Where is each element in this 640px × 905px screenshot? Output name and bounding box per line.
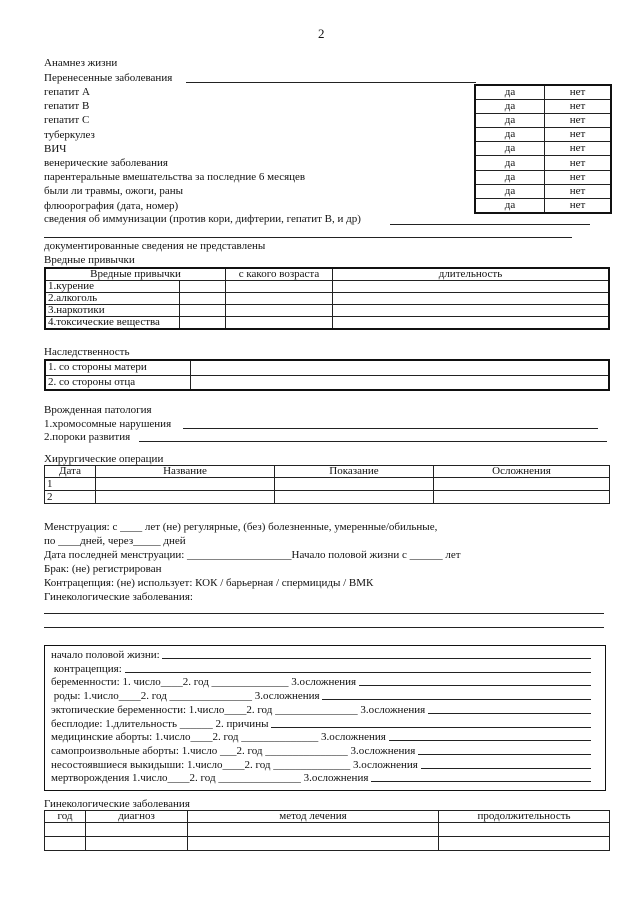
cell[interactable] (226, 305, 333, 317)
no-option[interactable]: нет (545, 113, 612, 127)
no-option[interactable]: нет (545, 142, 612, 156)
habits-table (44, 267, 610, 330)
obstetric-history-box (44, 645, 606, 791)
gyn-header: год (45, 811, 86, 823)
table-row (45, 317, 609, 330)
obstetric-label: медицинские аборты: 1.число____2. год ______________ 3.осложнения (51, 731, 389, 744)
yes-option[interactable]: да (475, 85, 545, 99)
malformations-line[interactable] (139, 441, 607, 442)
section-title-congenital: Врожденная патология (44, 404, 152, 416)
cell[interactable] (333, 293, 610, 305)
menstruation-line: Контрацепция: (не) использует: КОК / барьерная / спермициды / ВМК (44, 577, 374, 589)
yes-option[interactable]: да (475, 142, 545, 156)
obstetric-field[interactable] (51, 745, 591, 757)
cell[interactable] (180, 317, 226, 330)
chromosomal-line[interactable] (183, 428, 598, 429)
obstetric-label: контрацепция: (51, 662, 125, 675)
table-row (45, 823, 610, 837)
no-docs-label: документированные сведения не представлены (44, 240, 266, 252)
cell[interactable] (226, 281, 333, 293)
no-option[interactable]: нет (545, 99, 612, 113)
disease-label: туберкулез (44, 128, 95, 141)
cell[interactable] (333, 281, 610, 293)
menstruation-line: по ____дней, через_____ дней (44, 535, 186, 547)
menstruation-line: Дата последней менструации: ___________________Начало половой жизни с ______ лет (44, 549, 461, 561)
yes-option[interactable]: да (475, 99, 545, 113)
header-age: с какого возраста (226, 268, 333, 281)
no-option[interactable]: нет (545, 199, 612, 213)
surgery-table (44, 465, 610, 504)
cell[interactable] (226, 317, 333, 330)
surgery-header: Дата (45, 466, 96, 478)
obstetric-label: эктопические беременности: 1.число____2. год _______________ 3.осложнения (51, 703, 428, 716)
obstetric-field[interactable] (51, 731, 591, 743)
obstetric-label: начало половой жизни: (51, 649, 163, 661)
cell[interactable] (434, 491, 610, 504)
heredity-label: 1. со стороны матери (45, 360, 191, 375)
cell[interactable] (439, 823, 610, 837)
gyn-header: метод лечения (188, 811, 439, 823)
menstruation-line: Гинекологические заболевания: (44, 591, 193, 603)
section-title-anamnesis: Анамнез жизни (44, 57, 118, 69)
past-diseases-line[interactable] (186, 82, 476, 83)
section-title-habits: Вредные привычки (44, 254, 135, 266)
row-number: 2 (45, 491, 96, 504)
cell[interactable] (180, 305, 226, 317)
obstetric-label: самопроизвольные аборты: 1.число ___2. год _______________ 3.осложнения (51, 744, 419, 757)
header-duration: длительность (333, 268, 610, 281)
section-title-gyn: Гинекологические заболевания (44, 798, 190, 810)
disease-label: гепатит В (44, 100, 90, 113)
table-row (45, 375, 609, 390)
yes-option[interactable]: да (475, 199, 545, 213)
habit-label: 2.алкоголь (45, 293, 180, 305)
cell[interactable] (86, 837, 188, 851)
gyn-table (44, 810, 610, 851)
disease-label: ВИЧ (44, 142, 67, 155)
no-option[interactable]: нет (545, 128, 612, 142)
obstetric-field[interactable] (51, 690, 591, 702)
cell[interactable] (188, 823, 439, 837)
section-title-heredity: Наследственность (44, 346, 130, 358)
obstetric-field[interactable] (51, 704, 591, 716)
immunization-label: сведения об иммунизации (против кори, дифтерии, гепатит В, и др) (44, 213, 361, 225)
cell[interactable] (333, 317, 610, 330)
menstruation-line: Брак: (не) регистрирован (44, 563, 162, 575)
yes-option[interactable]: да (475, 113, 545, 127)
habit-label: 1.курение (45, 281, 180, 293)
congenital-item: 1.хромосомные нарушения (44, 418, 172, 430)
cell[interactable] (275, 478, 434, 491)
cell[interactable] (226, 293, 333, 305)
disease-label: венерические заболевания (44, 157, 168, 169)
section-title-surgery: Хирургические операции (44, 453, 164, 465)
table-row (45, 305, 609, 317)
disease-label: парентеральные вмешательства за последние 6 месяцев (44, 171, 306, 184)
disease-label: гепатит С (44, 114, 90, 127)
past-diseases-label: Перенесенные заболевания (44, 72, 173, 84)
disease-label: гепатит А (44, 86, 90, 98)
cell[interactable] (439, 837, 610, 851)
obstetric-field[interactable] (51, 718, 591, 730)
obstetric-field[interactable] (51, 676, 591, 688)
menstruation-line: Менструация: с ____ лет (не) регулярные, (без) болезненные, умеренные/обильные, (44, 521, 438, 533)
cell[interactable] (96, 478, 275, 491)
cell[interactable] (96, 491, 275, 504)
cell[interactable] (86, 823, 188, 837)
cell[interactable] (45, 823, 86, 837)
disease-label: флюорография (дата, номер) (44, 199, 179, 212)
obstetric-field[interactable] (51, 759, 591, 771)
congenital-item: 2.пороки развития (44, 431, 131, 443)
no-option[interactable]: нет (545, 85, 612, 99)
habit-label: 4.токсические вещества (45, 317, 180, 330)
gyn-header: продолжительность (439, 811, 610, 823)
cell[interactable] (188, 837, 439, 851)
obstetric-field[interactable] (51, 772, 591, 784)
obstetric-label: мертворождения 1.число____2. год _______________ 3.осложнения (51, 772, 372, 785)
heredity-table (44, 359, 610, 391)
table-row (45, 837, 610, 851)
table-row (45, 491, 610, 504)
no-option[interactable]: нет (545, 156, 612, 170)
immunization-line[interactable] (390, 224, 590, 225)
surgery-header: Показание (275, 466, 434, 478)
heredity-label: 2. со стороны отца (45, 375, 191, 390)
yes-option[interactable]: да (475, 128, 545, 142)
page-number: 2 (318, 26, 325, 41)
no-option[interactable]: нет (545, 184, 612, 198)
row-number: 1 (45, 478, 96, 491)
obstetric-field[interactable] (51, 649, 591, 661)
yes-option[interactable]: да (475, 156, 545, 170)
obstetric-label: роды: 1.число____2. год _______________ 3.осложнения (51, 690, 323, 703)
gyn-header: диагноз (86, 811, 188, 823)
surgery-header: Осложнения (434, 466, 610, 478)
table-row (45, 478, 610, 491)
gyn-line[interactable] (44, 627, 604, 628)
table-row (45, 360, 609, 375)
header-habit: Вредные привычки (45, 268, 226, 281)
cell[interactable] (275, 491, 434, 504)
yes-option[interactable]: да (475, 170, 545, 184)
table-row (45, 281, 609, 293)
cell[interactable] (191, 375, 610, 390)
immunization-line-2[interactable] (44, 237, 572, 238)
obstetric-label: беременности: 1. число____2. год ______________ 3.осложнения (51, 676, 359, 689)
cell[interactable] (180, 281, 226, 293)
cell[interactable] (333, 305, 610, 317)
obstetric-label: бесплодие: 1.длительность ______ 2. причины (51, 717, 272, 730)
gyn-line[interactable] (44, 613, 604, 614)
cell[interactable] (180, 293, 226, 305)
yes-no-table (474, 84, 612, 214)
yes-option[interactable]: да (475, 184, 545, 198)
surgery-header: Название (96, 466, 275, 478)
disease-label: были ли травмы, ожоги, раны (44, 185, 184, 198)
obstetric-label: несостоявшиеся выкидыши: 1.число____2. год ______________ 3.осложнения (51, 758, 421, 771)
no-option[interactable]: нет (545, 170, 612, 184)
habit-label: 3.наркотики (45, 305, 180, 317)
cell[interactable] (434, 478, 610, 491)
cell[interactable] (191, 360, 610, 375)
table-row (45, 293, 609, 305)
obstetric-field[interactable] (51, 663, 591, 675)
cell[interactable] (45, 837, 86, 851)
